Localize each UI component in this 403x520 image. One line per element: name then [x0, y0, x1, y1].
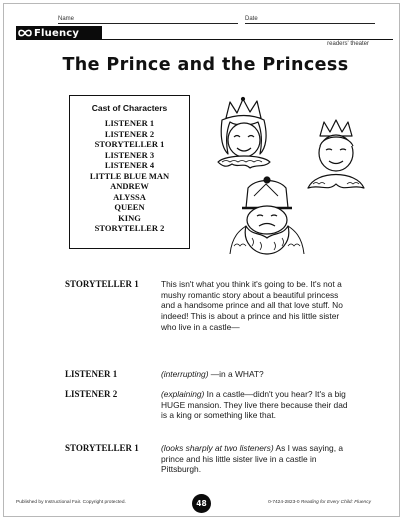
- name-label: Name: [58, 16, 75, 22]
- speech-text: [161, 279, 354, 333]
- cast-member: STORYTELLER 1: [94, 139, 165, 149]
- princess-figure: [218, 98, 270, 169]
- cast-member: KING: [118, 212, 141, 223]
- king-figure: [230, 177, 304, 254]
- date-label: Date: [245, 16, 258, 22]
- header-rule: [102, 39, 393, 40]
- speech-text: [161, 443, 354, 475]
- speaker-name: STORYTELLER 1: [65, 279, 139, 289]
- stage-direction: (interrupting): [161, 369, 209, 379]
- book-title: Reading for Every Child: Fluency: [300, 500, 371, 505]
- stage-direction: (explaining): [161, 389, 205, 399]
- cast-member: STORYTELLER 2: [94, 223, 165, 233]
- fluency-brand-tab: [16, 26, 102, 40]
- royal-family-illustration: [212, 96, 384, 256]
- speaker-name: LISTENER 1: [65, 369, 118, 379]
- cast-list: [70, 118, 189, 234]
- date-write-line: [245, 23, 375, 24]
- dialogue: —in a WHAT?: [208, 369, 264, 379]
- cast-member: ANDREW: [110, 181, 149, 191]
- page-number-badge: 48: [192, 494, 211, 513]
- book-citation: [268, 500, 371, 505]
- section-label: readers' theater: [327, 41, 369, 47]
- cast-member: ALYSSA: [113, 191, 146, 202]
- isbn-code: 0-7424-2823-0: [268, 500, 301, 505]
- worksheet-page: [3, 3, 400, 517]
- page-title: The Prince and the Princess: [62, 55, 349, 75]
- speaker-name: STORYTELLER 1: [65, 443, 139, 453]
- dialogue: In a castle—didn't you hear? It's a big HUGE mansion. They live there because their dad is a king or something like that.: [161, 389, 348, 421]
- speaker-name: LISTENER 2: [65, 389, 118, 399]
- speech-text: [161, 369, 354, 380]
- cast-member: LITTLE BLUE MAN: [89, 170, 170, 181]
- dialogue: As I was saying, a prince and his little sister live in a castle in Pittsburgh.: [161, 443, 343, 475]
- speech-text: [161, 389, 354, 421]
- cast-member: LISTENER 2: [104, 128, 155, 139]
- name-write-line: [58, 23, 238, 24]
- cast-member: QUEEN: [114, 202, 145, 212]
- infinity-loop-icon: [16, 26, 34, 40]
- cast-heading: Cast of Characters: [91, 103, 168, 113]
- brand-label: Fluency: [34, 27, 80, 39]
- cast-member: LISTENER 1: [104, 118, 155, 128]
- dialogue: This isn't what you think it's going to be. It's not a mushy romantic story about a beautiful princess and a handsome prince and all that love stuff. No indeed! This is about a prince and his little sister who live in a castle—: [161, 279, 343, 332]
- cast-box: [69, 95, 190, 249]
- publisher-note: Published by Instructional Fair. Copyright protected.: [16, 500, 126, 505]
- cast-member: LISTENER 4: [104, 160, 155, 170]
- cast-member: LISTENER 3: [104, 149, 155, 160]
- stage-direction: (looks sharply at two listeners): [161, 443, 274, 453]
- prince-figure: [308, 120, 364, 188]
